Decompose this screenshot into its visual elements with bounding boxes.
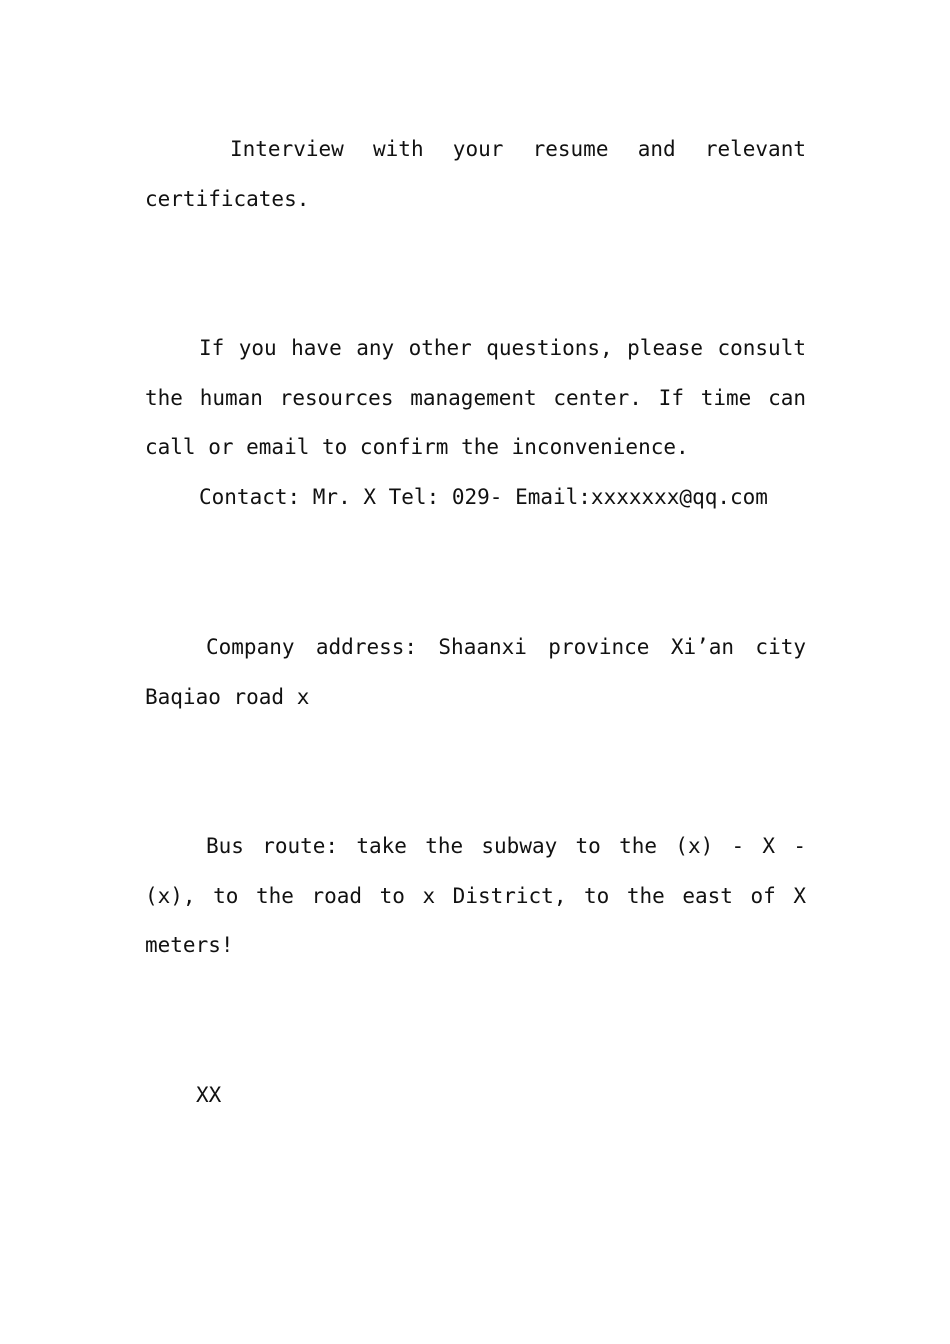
contact-line: Contact: Mr. X Tel: 029- Email:xxxxxxx@qq.com bbox=[199, 485, 768, 510]
paragraph-interview: Interview with your resume and relevant certificates. bbox=[145, 137, 806, 211]
signature: XX bbox=[196, 1083, 222, 1107]
paragraph-bus-route: Bus route: take the subway to the (x) - X - (x), to the road to x District, to the east of X meters! bbox=[145, 834, 806, 958]
paragraph-questions bbox=[145, 324, 806, 523]
paragraph-questions-text: If you have any other questions, please consult the human resources management center. If time can call or email to confirm the inconvenience. bbox=[145, 336, 806, 460]
paragraph-company-address: Company address: Shaanxi province Xi’an city Baqiao road x bbox=[145, 635, 806, 709]
